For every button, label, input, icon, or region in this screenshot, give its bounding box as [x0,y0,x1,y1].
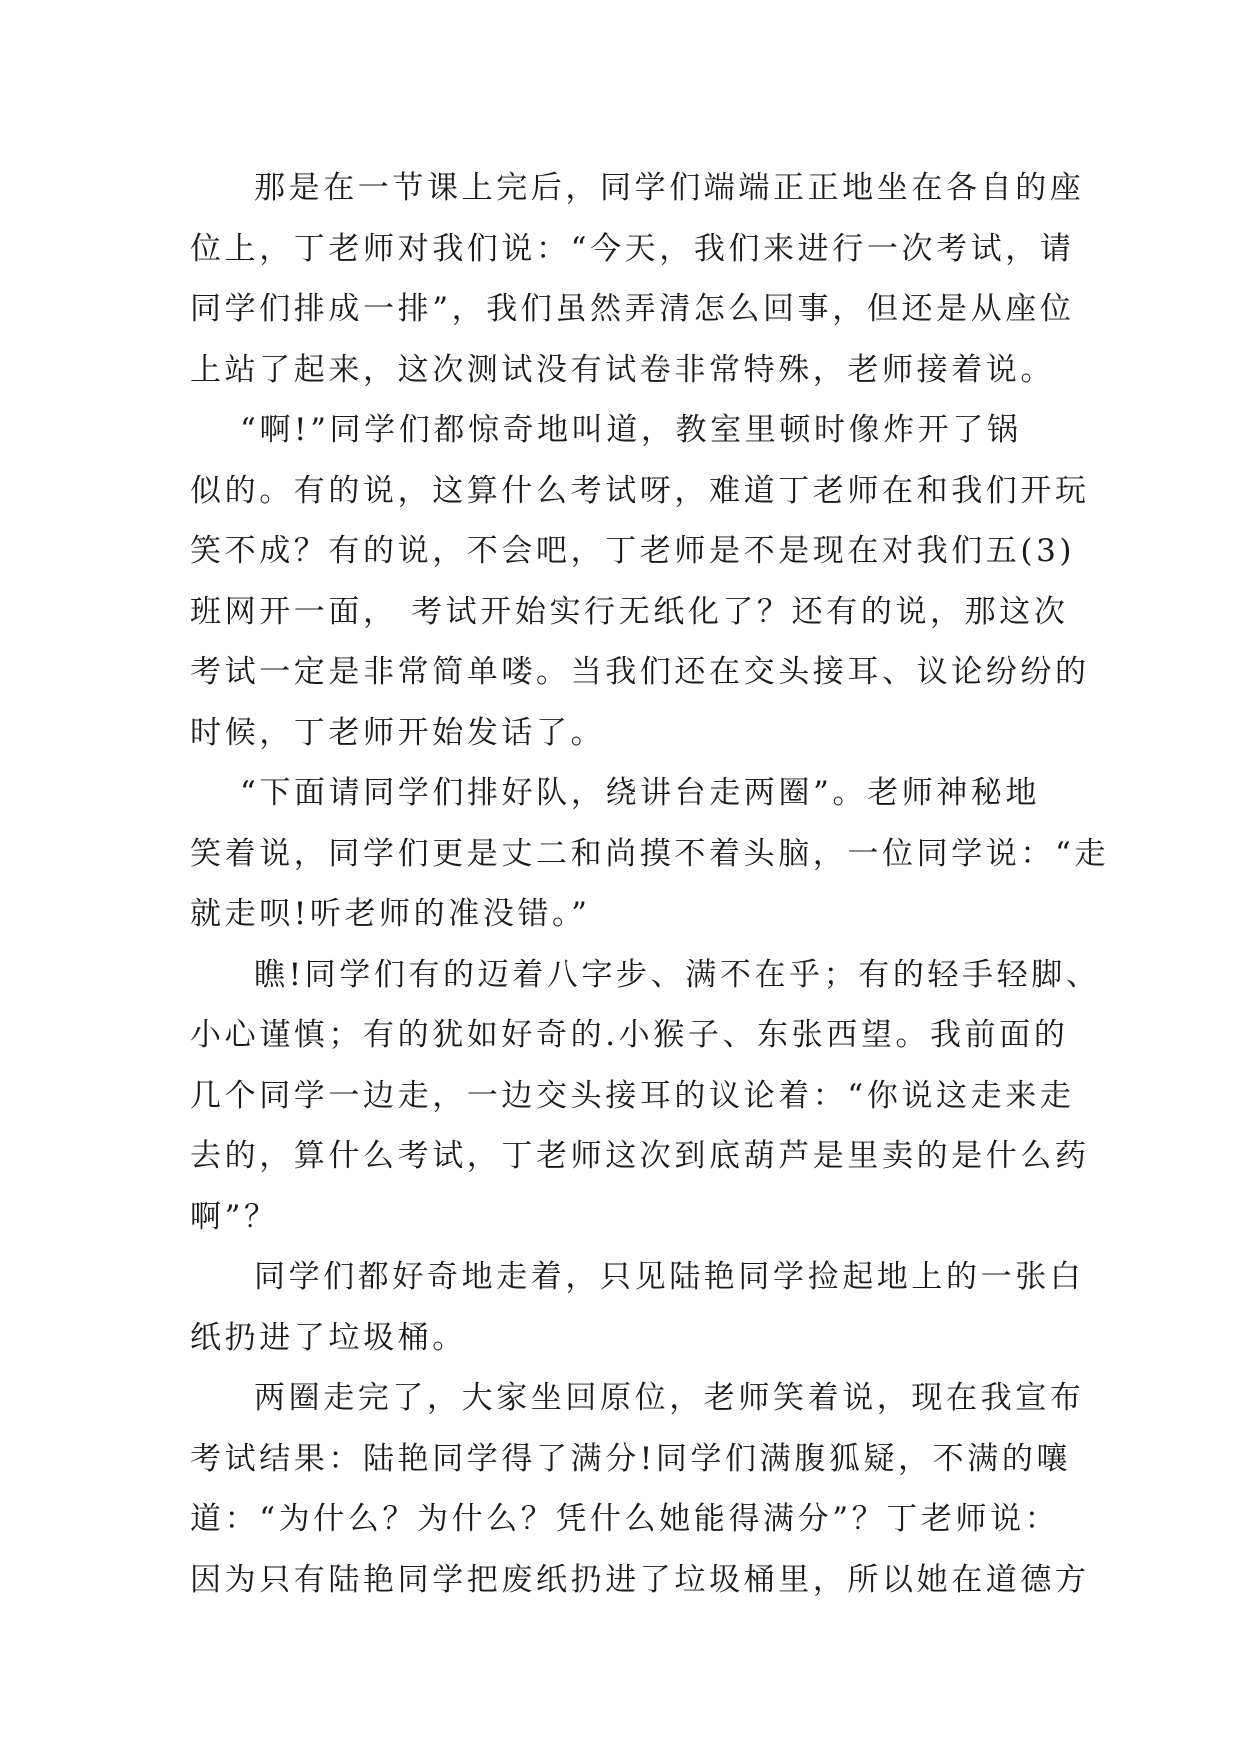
paragraph-line: 就走呗!听老师的准没错。” [190,896,591,932]
paragraph-line: 纸扔进了垃圾桶。 [190,1319,467,1356]
paragraph-line: 几个同学一边走，一边交头接耳的议论着：“你说这走来走 [190,1077,1075,1114]
paragraph-line: 瞧!同学们有的迈着八字步、满不在乎；有的轻手轻脚、 [254,956,1101,993]
paragraph-line: 上站了起来，这次测试没有试卷非常特殊，老师接着说。 [190,351,1055,388]
paragraph-line: 时候，丁老师开始发话了。 [190,714,606,751]
paragraph-line: 道：“为什么？为什么？凭什么她能得满分”？丁老师说： [190,1501,1060,1537]
paragraph-line: 那是在一节课上完后，同学们端端正正地坐在各自的座 [254,170,1085,206]
paragraph-line: 两圈走完了，大家坐回原位，老师笑着说，现在我宣布 [254,1380,1085,1416]
paragraph-line: 班网开一面， 考试开始实行无纸化了？还有的说，那这次 [190,593,1069,630]
paragraph-line: 因为只有陆艳同学把废纸扔进了垃圾桶里，所以她在道德方 [190,1561,1090,1598]
paragraph-line: “啊!”同学们都惊奇地叫道，教室里顿时像炸开了锅 [240,412,1022,448]
paragraph-line: 同学们都好奇地走着，只见陆艳同学捡起地上的一张白 [254,1259,1085,1295]
paragraph-line: 位上，丁老师对我们说：“今天，我们来进行一次考试，请 [190,230,1075,267]
paragraph-line: 考试一定是非常简单喽。当我们还在交头接耳、议论纷纷的 [190,654,1090,690]
paragraph-line: 啊”？ [190,1198,279,1235]
paragraph-line: 小心谨慎；有的犹如好奇的.小猴子、东张西望。我前面的 [190,1017,1069,1053]
article-body [190,158,1110,1610]
paragraph-line: 笑不成？有的说，不会吧，丁老师是不是现在对我们五(3) [190,533,1076,569]
paragraph-line: 去的，算什么考试，丁老师这次到底葫芦是里卖的是什么药 [190,1138,1090,1174]
paragraph-line: “下面请同学们排好队，绕讲台走两圈”。老师神秘地 [240,775,1041,811]
paragraph-line: 同学们排成一排”，我们虽然弄清怎么回事，但还是从座位 [190,291,1075,327]
paragraph-line: 似的。有的说，这算什么考试呀，难道丁老师在和我们开玩 [190,472,1090,509]
paragraph-line: 考试结果：陆艳同学得了满分!同学们满腹狐疑，不满的嚷 [190,1440,1072,1477]
paragraph-line: 笑着说，同学们更是丈二和尚摸不着头脑，一位同学说：“走 [190,835,1110,872]
